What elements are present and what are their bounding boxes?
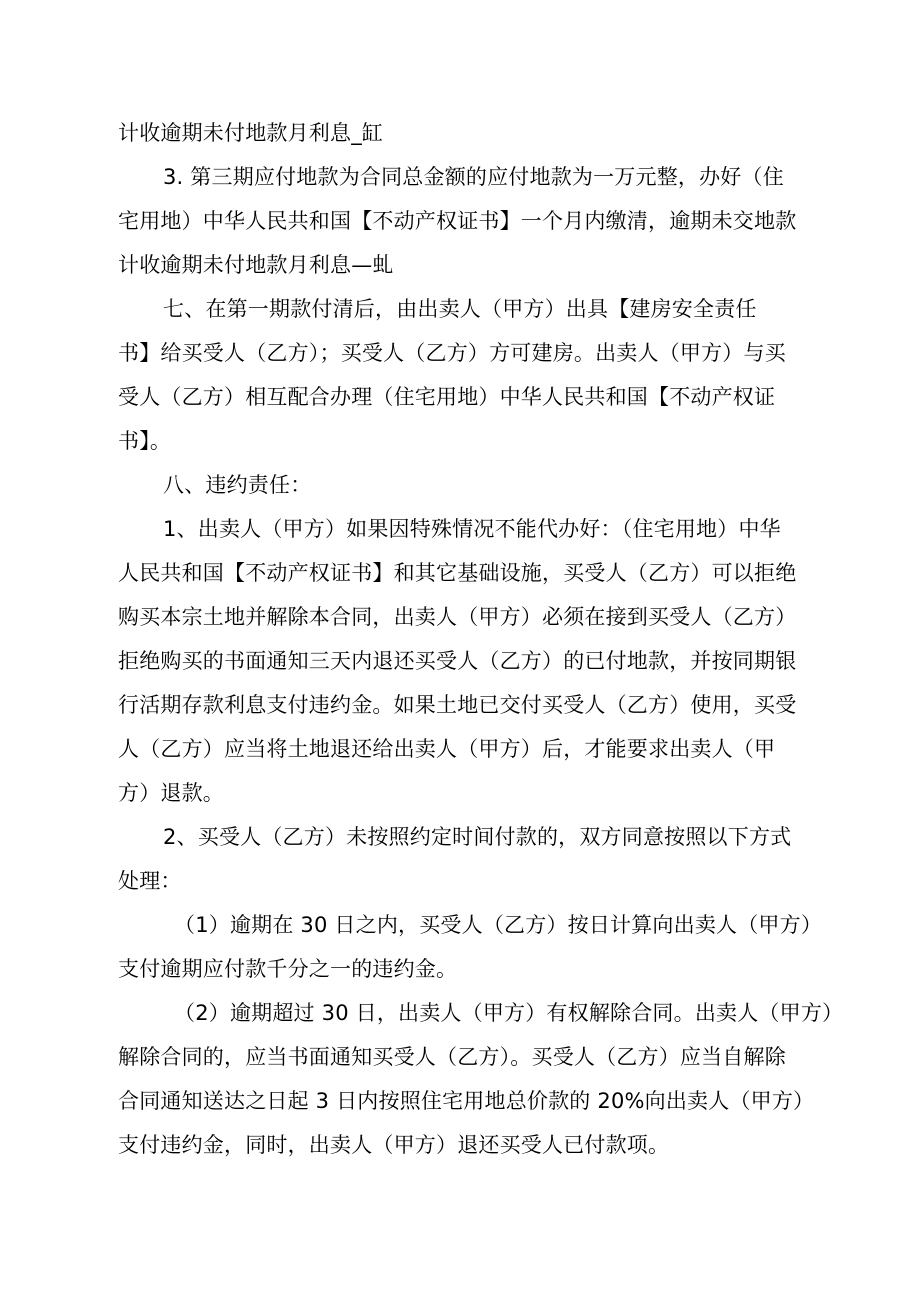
text-line: 八、违约责任： xyxy=(163,473,312,497)
text-line: 支付违约金，同时，出卖人（甲方）退还买受人已付款项。 xyxy=(118,1133,670,1157)
text-line: 方）退款。 xyxy=(118,781,224,805)
text-line: 宅用地）中华人民共和国【不动产权证书】一个月内缴清，逾期未交地款 xyxy=(118,209,797,233)
text-line: 计收逾期未付地款月利息_缸 xyxy=(118,121,384,145)
text-line: 合同通知送达之日起 3 日内按照住宅用地总价款的 20%向出卖人（甲方） xyxy=(118,1089,815,1113)
text-line: 书】给买受人（乙方）；买受人（乙方）方可建房。出卖人（甲方）与买 xyxy=(118,341,786,365)
text-line: 购买本宗土地并解除本合同，出卖人（甲方）必须在接到买受人（乙方） xyxy=(118,605,797,629)
text-line: 2、买受人（乙方）未按照约定时间付款的，双方同意按照以下方式 xyxy=(163,825,792,849)
text-line: 处理： xyxy=(118,869,182,893)
text-line: 七、在第一期款付清后，由出卖人（甲方）出具【建房安全责任 xyxy=(163,297,757,321)
text-line: 支付逾期应付款千分之一的违约金。 xyxy=(118,957,458,981)
text-line: 拒绝购买的书面通知三天内退还买受人（乙方）的已付地款，并按同期银 xyxy=(118,649,797,673)
text-line: 行活期存款利息支付违约金。如果土地已交付买受人（乙方）使用，买受 xyxy=(118,693,797,717)
text-line: 解除合同的，应当书面通知买受人（乙方）。买受人（乙方）应当自解除 xyxy=(118,1045,786,1069)
text-line: 3. 第三期应付地款为合同总金额的应付地款为一万元整，办好（住 xyxy=(163,165,784,189)
text-line: 人民共和国【不动产权证书】和其它基础设施，买受人（乙方）可以拒绝 xyxy=(118,561,797,585)
text-line: 受人（乙方）相互配合办理（住宅用地）中华人民共和国【不动产权证 xyxy=(118,385,776,409)
text-line: 人（乙方）应当将土地退还给出卖人（甲方）后，才能要求出卖人（甲 xyxy=(118,737,776,761)
text-line: 1、出卖人（甲方）如果因特殊情况不能代办好：（住宅用地）中华 xyxy=(163,517,781,541)
text-line: （2）逾期超过 30 日，出卖人（甲方）有权解除合同。出卖人（甲方） xyxy=(174,1001,844,1025)
text-line: 计收逾期未付地款月利息—虬 xyxy=(118,253,394,277)
text-line: （1）逾期在 30 日之内，买受人（乙方）按日计算向出卖人（甲方） xyxy=(174,913,823,937)
text-line: 书】。 xyxy=(118,429,172,453)
